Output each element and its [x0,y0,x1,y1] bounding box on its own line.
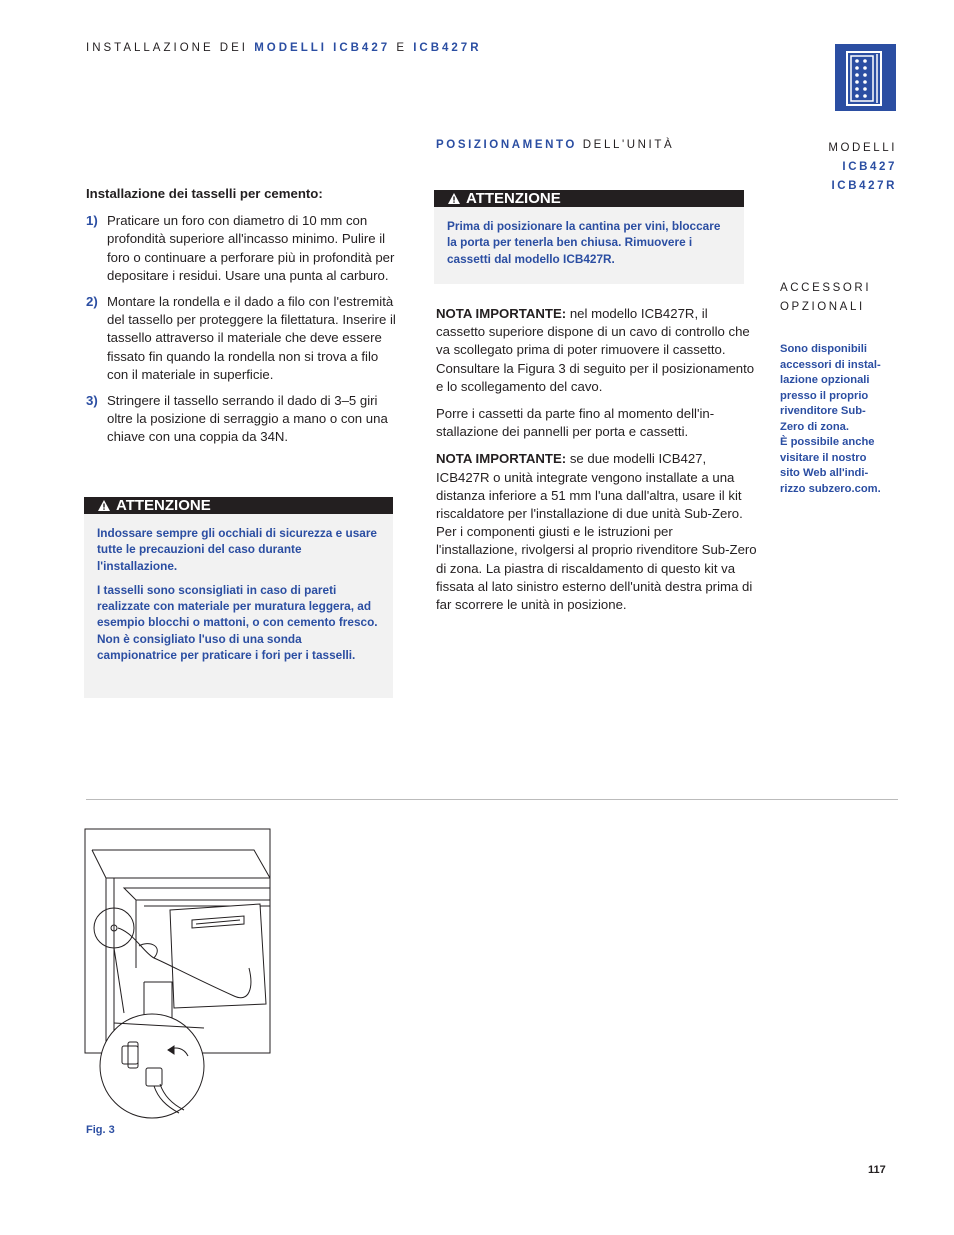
warning-box [84,497,393,698]
note-paragraph: NOTA IMPORTANTE: nel modello ICB427R, il cassetto superiore dispone di un cavo di controllo che va scollegato prima di poter rimuovere il cassetto. Consultare la Figura 3 di seguito per il posizionamento e lo scollegamento del cavo. [436,306,755,394]
section-title: POSIZIONAMENTO DELL'UNITÀ [436,139,675,151]
column-2 [436,305,758,623]
subhead: Installazione dei tasselli per cemento: [86,186,323,201]
list-item: 2) Montare la rondella e il dado a filo con l'estremità del tassello per proteggere la filettatura. Inserire il tassello attraverso il materiale che deve essere fissato fin quando la rondella non si trova a filo con il materiale in superficie. [86,294,396,382]
warning-text: Prima di posizionare la cantina per vini, bloccare la porta per tenerla ben chiusa. Rimuovere i cassetti dal modello ICB427R. [447,219,721,266]
list-item: 1) Praticare un foro con diametro di 10 mm con profondità superiore all'incasso minimo. Pulire il foro o continuare a perforare più in profondità per depositare i residui. Usare una punta al carburo. [86,213,395,283]
page-number: 117 [868,1164,886,1176]
warning-header: ATTENZIONE [84,497,393,514]
warning-box [434,190,744,284]
divider [86,799,898,800]
accessories-text: Sono disponibili accessori di instal- lazione opzionali presso il proprio rivenditore Sub- Zero di zona. È possibile anche visitare il nostro sito Web all'indi- rizzo subzero.com. [780,343,881,495]
paragraph: Porre i cassetti da parte fino al momento dell'installazione dei pannelli per porta e cassetti. [436,406,715,440]
warning-text: I tasselli sono sconsigliati in caso di pareti realizzate con materiale per muratura leggera, ad esempio blocchi o mattoni, o con cemento fresco. Non è consigliato l'uso di una sonda campionatrice per praticare i fori per i tasselli. [97,582,378,663]
wine-cabinet-icon [835,44,896,111]
list-item: 3) Stringere il tassello serrando il dado di 3–5 giri oltre la posizione di serraggio a mano o con una chiave con una coppia da 34N. [86,393,388,445]
accessories-title: ACCESSORI OPZIONALI [780,282,872,313]
note-paragraph: NOTA IMPORTANTE: se due modelli ICB427, ICB427R o unità integrate vengono installate a una distanza inferiore a 51 mm l'una dall'altra, usare il kit riscaldatore per l'installazione di due unità Sub-Zero. Per i componenti giusti e le istruzioni per l'installazione, rivolgersi al proprio rivenditore Sub-Zero di zona. La piastra di riscaldamento di questo kit va fissata al lato sinistro esterno dell'unità destra prima di far scorrere le unità in posizione. [436,451,757,613]
running-header: INSTALLAZIONE DEI MODELLI ICB427 E ICB427R [86,42,482,54]
figure-3-illustration [84,828,274,1120]
column-1 [86,185,398,455]
warning-icon [98,500,110,511]
warning-icon [448,193,460,204]
figure-caption: Fig. 3 [86,1124,115,1136]
warning-header: ATTENZIONE [434,190,744,207]
models-sidebar: MODELLI ICB427 ICB427R [828,142,897,192]
warning-text: Indossare sempre gli occhiali di sicurezza e usare tutte le precauzioni del caso durante l'installazione. [97,526,377,573]
